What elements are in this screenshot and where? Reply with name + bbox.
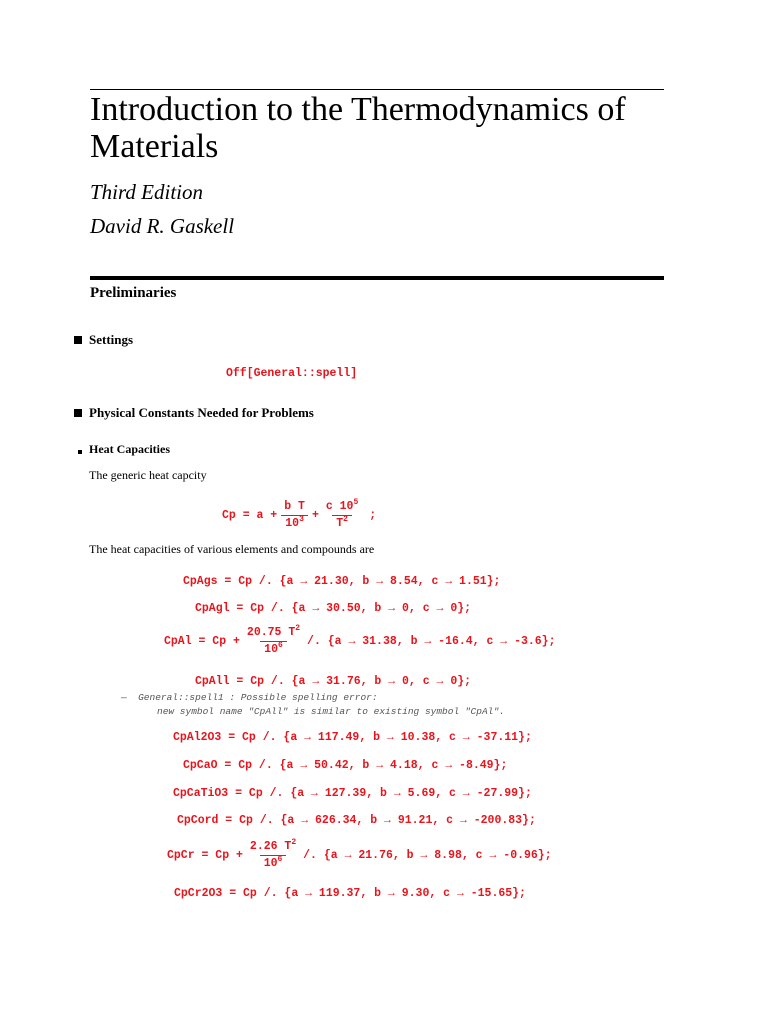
code-line-cpall[interactable]: CpAll = Cp /. {a → 31.76, b → 0, c → 0}; xyxy=(195,675,472,688)
code-line-cpcao[interactable]: CpCaO = Cp /. {a → 50.42, b → 4.18, c → -8.49}; xyxy=(183,759,508,772)
code-line-cpal2o3[interactable]: CpAl2O3 = Cp /. {a → 117.49, b → 10.38, c → -37.11}; xyxy=(173,731,532,744)
cpcr-numerator: 2.26 $T^2$ xyxy=(249,838,297,853)
preliminaries-heading: Preliminaries xyxy=(90,285,177,301)
frac2-numerator: c $10^5$ xyxy=(325,498,359,513)
cpcr-denominator: $10^6$ xyxy=(260,855,287,871)
title-rule xyxy=(90,89,664,90)
generic-formula[interactable] xyxy=(222,500,376,531)
various-text: The heat capacities of various elements and compounds are xyxy=(89,542,375,556)
code-line-cpcr2o3[interactable]: CpCr2O3 = Cp /. {a → 119.37, b → 9.30, c → -15.65}; xyxy=(174,887,526,900)
cpcr-fraction xyxy=(246,840,300,871)
spell-message-line-2: new symbol name "CpAll" is similar to existing symbol "CpAl". xyxy=(157,706,505,717)
constants-heading[interactable]: Physical Constants Needed for Problems xyxy=(89,405,314,420)
frac1-numerator: b T xyxy=(284,500,305,513)
settings-code[interactable]: Off[General::spell] xyxy=(226,367,358,380)
formula-end: ; xyxy=(369,509,377,522)
heat-capacities-heading[interactable]: Heat Capacities xyxy=(89,442,170,456)
code-line-cpags[interactable]: CpAgs = Cp /. {a → 21.30, b → 8.54, c → 1.51}; xyxy=(183,575,501,588)
code-line-cpcord[interactable]: CpCord = Cp /. {a → 626.34, b → 91.21, c → -200.83}; xyxy=(177,814,536,827)
formula-lhs: Cp = a + xyxy=(222,509,278,522)
cpal-fraction xyxy=(243,626,304,657)
formula-fraction-1 xyxy=(280,500,309,531)
cpal-rhs: /. {a → 31.38, b → -16.4, c → -3.6}; xyxy=(307,635,556,648)
cpal-lhs: CpAl = Cp + xyxy=(164,635,240,648)
frac1-denominator: $10^3$ xyxy=(281,515,308,531)
frac2-denominator: $T^2$ xyxy=(332,515,352,531)
cpal-denominator: $10^6$ xyxy=(260,641,287,657)
section-bullet-icon xyxy=(74,336,82,344)
formula-plus: + xyxy=(311,509,319,522)
cpcr-lhs: CpCr = Cp + xyxy=(167,849,243,862)
generic-text: The generic heat capcity xyxy=(89,468,207,482)
code-line-cpal[interactable] xyxy=(164,626,556,657)
code-line-cpcr[interactable] xyxy=(167,840,552,871)
settings-heading[interactable]: Settings xyxy=(89,332,134,347)
subsection-bullet-icon xyxy=(78,450,82,454)
cpal-numerator: 20.75 $T^2$ xyxy=(246,624,301,639)
formula-fraction-2 xyxy=(322,500,362,531)
edition-label: Third Edition xyxy=(90,180,203,204)
author-name: David R. Gaskell xyxy=(90,214,235,238)
code-line-cpcatio3[interactable]: CpCaTiO3 = Cp /. {a → 127.39, b → 5.69, c → -27.99}; xyxy=(173,787,532,800)
document-title: Introduction to the Thermodynamics of Materials xyxy=(90,91,626,165)
spell-message-line-1: — General::spell1 : Possible spelling error: xyxy=(121,692,378,703)
section-bullet-icon xyxy=(74,409,82,417)
code-line-cpagl[interactable]: CpAgl = Cp /. {a → 30.50, b → 0, c → 0}; xyxy=(195,602,472,615)
cpcr-rhs: /. {a → 21.76, b → 8.98, c → -0.96}; xyxy=(303,849,552,862)
section-rule xyxy=(90,276,664,280)
